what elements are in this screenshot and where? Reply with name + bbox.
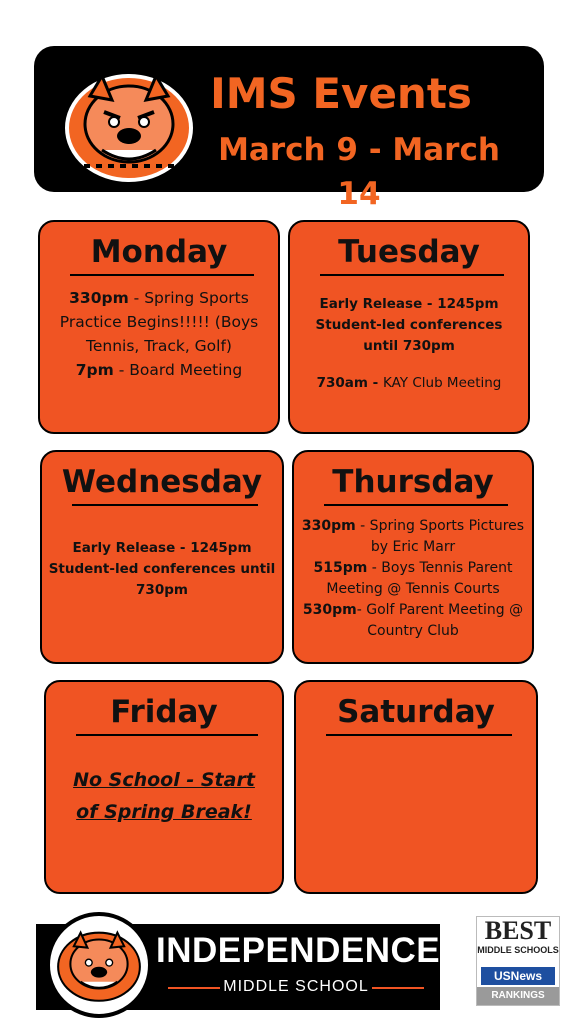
heading-underline — [72, 504, 258, 506]
badge-category: MIDDLE SCHOOLS — [477, 945, 559, 955]
event-text: - Golf Parent Meeting @ Country Club — [356, 602, 524, 639]
thursday-events — [300, 516, 526, 642]
event-text: - Boys Tennis Parent Meeting @ Tennis Courts — [326, 560, 513, 597]
page-title: IMS Events — [210, 69, 472, 118]
day-card-thursday — [292, 450, 534, 664]
event-time: 330pm — [69, 289, 129, 307]
school-name: INDEPENDENCE — [156, 931, 441, 970]
tuesday-events — [296, 294, 522, 394]
usnews-badge — [476, 916, 560, 1006]
monday-events — [46, 286, 272, 382]
event-text: Student-led conferences until 730pm — [315, 317, 503, 354]
day-heading-wednesday: Wednesday — [61, 464, 263, 500]
day-card-monday — [38, 220, 280, 434]
day-heading-thursday: Thursday — [332, 464, 494, 500]
event-time: 515pm — [313, 560, 368, 576]
divider — [372, 987, 424, 989]
heading-underline — [326, 734, 512, 736]
day-heading-friday: Friday — [110, 694, 218, 730]
event-text: Early Release - 1245pm — [72, 540, 252, 556]
event-text: Student-led conferences until 730pm — [48, 561, 276, 598]
heading-underline — [320, 274, 504, 276]
badge-usnews: USNews — [481, 967, 555, 985]
day-card-saturday — [294, 680, 538, 894]
day-card-tuesday — [288, 220, 530, 434]
heading-underline — [324, 504, 508, 506]
bulldog-logo-icon — [60, 66, 198, 182]
event-time: 730am - — [316, 375, 383, 391]
event-text: KAY Club Meeting — [383, 375, 502, 391]
day-card-wednesday — [40, 450, 284, 664]
wednesday-events — [48, 538, 276, 601]
day-card-friday — [44, 680, 284, 894]
event-text: - Board Meeting — [113, 361, 243, 379]
friday-note: No School - Start of Spring Break! — [73, 769, 255, 823]
bulldog-logo-icon — [52, 924, 146, 1004]
heading-underline — [76, 734, 258, 736]
badge-best: BEST — [484, 916, 552, 945]
date-range: March 9 - March 14 — [218, 132, 500, 212]
event-text: - Spring Sports Pictures by Eric Marr — [355, 518, 525, 555]
event-time: 330pm — [301, 518, 356, 534]
day-heading-monday: Monday — [90, 234, 228, 270]
day-heading-saturday: Saturday — [337, 694, 495, 730]
event-text: - Spring Sports Practice Begins!!!!! (Boys Tennis, Track, Golf) — [59, 289, 259, 355]
heading-underline — [70, 274, 254, 276]
event-time: 7pm — [75, 361, 114, 379]
day-heading-tuesday: Tuesday — [338, 234, 480, 270]
event-time: 530pm — [302, 602, 357, 618]
school-subtitle: MIDDLE SCHOOL — [223, 978, 369, 995]
event-text: Early Release - 1245pm — [319, 296, 499, 312]
badge-rankings: RANKINGS — [477, 987, 559, 1005]
